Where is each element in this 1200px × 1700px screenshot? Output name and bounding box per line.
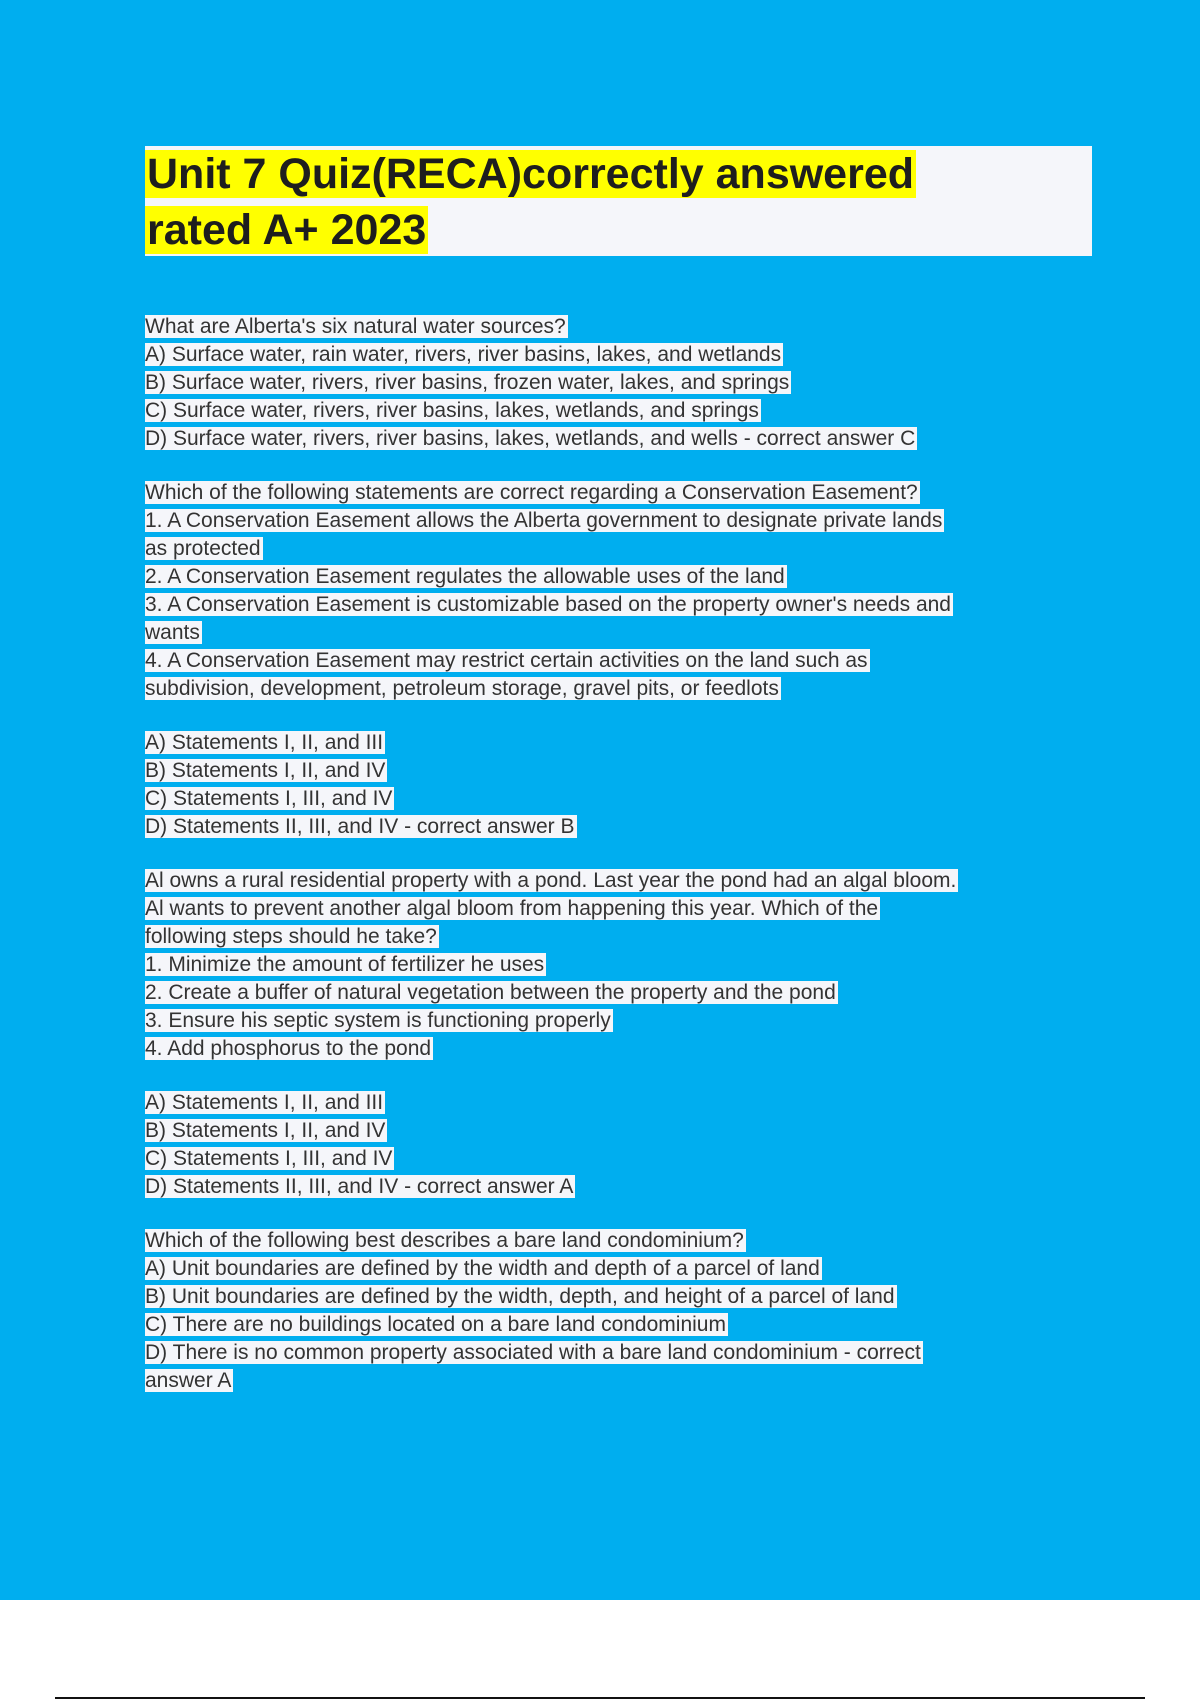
answer-option: D) Statements II, III, and IV - correct answer A <box>145 1175 574 1198</box>
statement-line: as protected <box>145 537 261 560</box>
answer-option: B) Statements I, II, and IV <box>145 1119 386 1142</box>
question-text: Al wants to prevent another algal bloom from happening this year. Which of the <box>145 897 879 920</box>
statement-line: 3. A Conservation Easement is customizable based on the property owner's needs and <box>145 593 951 616</box>
statement-line: 2. Create a buffer of natural vegetation between the property and the pond <box>145 981 836 1004</box>
question-text: Which of the following best describes a bare land condominium? <box>145 1229 744 1252</box>
statement-line: 1. A Conservation Easement allows the Alberta government to designate private lands <box>145 509 943 532</box>
question-block <box>145 313 1105 453</box>
answer-option: B) Surface water, rivers, river basins, frozen water, lakes, and springs <box>145 371 790 394</box>
answer-option: B) Statements I, II, and IV <box>145 759 386 782</box>
answer-option: A) Statements I, II, and III <box>145 1091 384 1114</box>
answer-option: C) Statements I, III, and IV <box>145 787 393 810</box>
statement-line: 3. Ensure his septic system is functioning properly <box>145 1009 611 1032</box>
answer-option: D) Statements II, III, and IV - correct answer B <box>145 815 575 838</box>
statement-line: subdivision, development, petroleum storage, gravel pits, or feedlots <box>145 677 779 700</box>
statement-line: 4. A Conservation Easement may restrict certain activities on the land such as <box>145 649 868 672</box>
title-line-1: Unit 7 Quiz(RECA)correctly answered <box>147 150 915 198</box>
answer-option: D) There is no common property associated with a bare land condominium - correct <box>145 1341 921 1364</box>
question-text: following steps should he take? <box>145 925 437 948</box>
answer-option: A) Surface water, rain water, rivers, river basins, lakes, and wetlands <box>145 343 782 366</box>
quiz-content <box>145 313 1105 1395</box>
answer-option: A) Unit boundaries are defined by the width and depth of a parcel of land <box>145 1257 820 1280</box>
statement-line: 2. A Conservation Easement regulates the allowable uses of the land <box>145 565 785 588</box>
footer-divider <box>55 1697 1145 1699</box>
answer-option: C) There are no buildings located on a bare land condominium <box>145 1313 726 1336</box>
document-title <box>145 146 1092 258</box>
statement-line: 4. Add phosphorus to the pond <box>145 1037 432 1060</box>
answer-option: C) Surface water, rivers, river basins, lakes, wetlands, and springs <box>145 399 759 422</box>
answer-option: D) Surface water, rivers, river basins, lakes, wetlands, and wells - correct answer C <box>145 427 916 450</box>
statement-line: 1. Minimize the amount of fertilizer he uses <box>145 953 545 976</box>
question-text: Al owns a rural residential property with a pond. Last year the pond had an algal bloom. <box>145 869 957 892</box>
question-block <box>145 479 1105 841</box>
question-text: Which of the following statements are correct regarding a Conservation Easement? <box>145 481 918 504</box>
title-box <box>145 146 1092 256</box>
question-block <box>145 1227 1105 1395</box>
answer-option: C) Statements I, III, and IV <box>145 1147 393 1170</box>
question-text: What are Alberta's six natural water sources? <box>145 315 566 338</box>
answer-option: A) Statements I, II, and III <box>145 731 384 754</box>
statement-line: wants <box>145 621 200 644</box>
question-block <box>145 867 1105 1201</box>
title-line-2: rated A+ 2023 <box>147 206 427 254</box>
answer-option: answer A <box>145 1369 232 1392</box>
answer-option: B) Unit boundaries are defined by the width, depth, and height of a parcel of land <box>145 1285 895 1308</box>
